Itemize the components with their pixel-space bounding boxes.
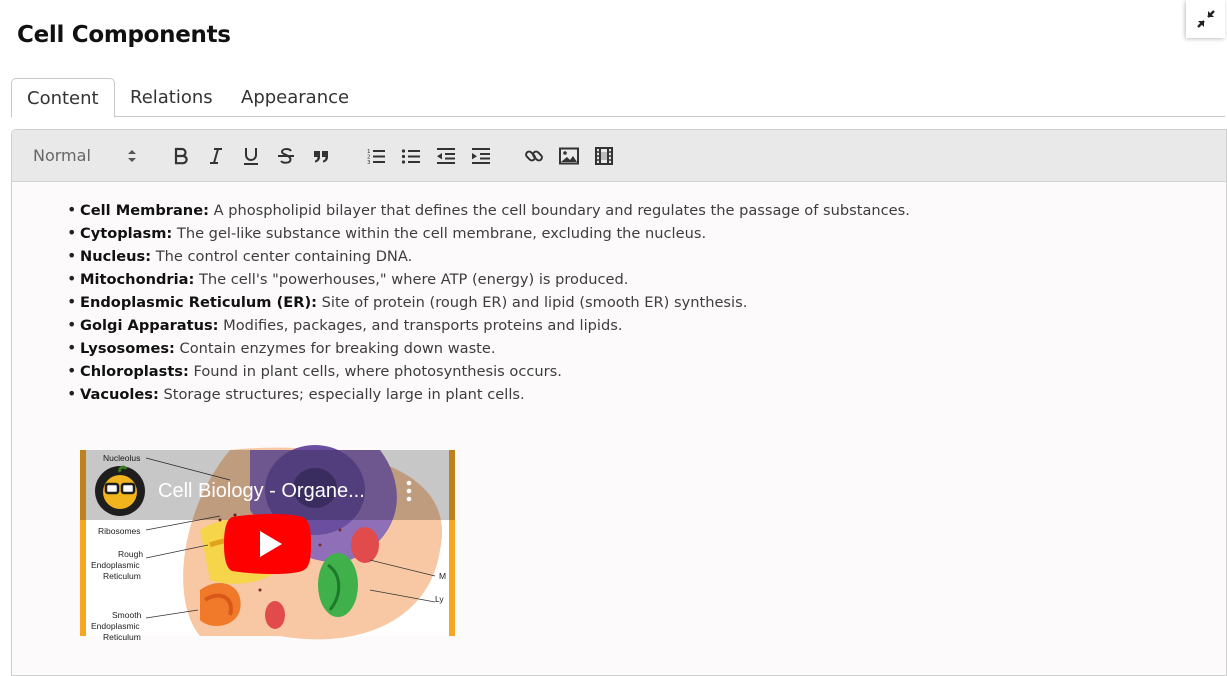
list-item: • Cytoplasm: The gel-like substance within the cell membrane, excluding the nucleus.: [67, 223, 707, 242]
svg-text:2: 2: [367, 154, 371, 161]
italic-button[interactable]: [205, 145, 227, 167]
more-options-icon[interactable]: [407, 481, 412, 502]
label-rough-3: Reticulum: [103, 571, 141, 581]
bold-button[interactable]: [170, 145, 192, 167]
list-item: • Golgi Apparatus: Modifies, packages, and transports proteins and lipids.: [67, 315, 623, 334]
editor-content[interactable]: [12, 182, 1226, 675]
svg-text:3: 3: [367, 160, 371, 166]
label-nucleolus: Nucleolus: [103, 453, 141, 463]
tab-relations[interactable]: Relations: [130, 87, 213, 108]
label-smooth-3: Reticulum: [103, 632, 141, 642]
editor-toolbar: [12, 130, 1226, 182]
outdent-button[interactable]: [435, 145, 457, 167]
strikethrough-icon: [277, 147, 295, 165]
label-smooth-2: Endoplasmic: [91, 621, 140, 631]
indent-button[interactable]: [470, 145, 492, 167]
format-select[interactable]: [33, 144, 143, 168]
video-icon: [595, 147, 613, 165]
link-button[interactable]: [523, 145, 545, 167]
collapse-icon: [1196, 9, 1216, 29]
list-item: • Mitochondria: The cell's "powerhouses," where ATP (energy) is produced.: [67, 269, 629, 288]
video-thumbnail: [80, 450, 455, 642]
list-item: • Cell Membrane: A phospholipid bilayer that defines the cell boundary and regulates the passage of substances.: [67, 200, 910, 219]
tab-appearance[interactable]: Appearance: [241, 87, 350, 108]
bullet-list-button[interactable]: [400, 145, 422, 167]
collapse-button[interactable]: [1186, 0, 1225, 38]
quote-icon: [312, 147, 330, 165]
list-item: • Vacuoles: Storage structures; especially large in plant cells.: [67, 384, 525, 403]
play-button[interactable]: [224, 514, 311, 574]
bold-icon: [172, 147, 190, 165]
label-right-ly: Ly: [435, 594, 444, 604]
channel-avatar[interactable]: [95, 466, 145, 516]
underline-icon: [242, 147, 260, 165]
video-button[interactable]: [593, 145, 615, 167]
label-rough-1: Rough: [118, 549, 144, 559]
italic-icon: [207, 147, 225, 165]
component-list: [67, 198, 910, 405]
rich-text-editor: [11, 129, 1227, 676]
list-item: • Nucleus: The control center containing DNA.: [67, 246, 413, 265]
image-button[interactable]: [558, 145, 580, 167]
tab-bar: [11, 78, 1225, 117]
label-ribosomes: Ribosomes: [98, 526, 141, 536]
select-arrows-icon: [127, 148, 137, 164]
embedded-video[interactable]: [80, 450, 455, 642]
quote-button[interactable]: [310, 145, 332, 167]
list-item: • Endoplasmic Reticulum (ER): Site of protein (rough ER) and lipid (smooth ER) synthesis.: [67, 292, 748, 311]
list-item: • Lysosomes: Contain enzymes for breaking down waste.: [67, 338, 496, 357]
label-smooth-1: Smooth: [112, 610, 142, 620]
strikethrough-button[interactable]: [275, 145, 297, 167]
indent-icon: [471, 147, 491, 165]
bullet-list-icon: [401, 147, 421, 165]
underline-button[interactable]: [240, 145, 262, 167]
video-title[interactable]: Cell Biology - Organe...: [158, 480, 365, 502]
svg-text:1: 1: [367, 149, 371, 155]
page-title: Cell Components: [17, 22, 231, 48]
link-icon: [524, 146, 544, 166]
tab-content[interactable]: Content: [11, 78, 115, 118]
image-icon: [559, 147, 579, 165]
ordered-list-button[interactable]: [365, 145, 387, 167]
format-select-value: Normal: [33, 146, 91, 165]
ordered-list-icon: [366, 147, 386, 165]
list-item: • Chloroplasts: Found in plant cells, where photosynthesis occurs.: [67, 361, 562, 380]
label-rough-2: Endoplasmic: [91, 560, 140, 570]
label-right-m: M: [439, 571, 447, 581]
outdent-icon: [436, 147, 456, 165]
